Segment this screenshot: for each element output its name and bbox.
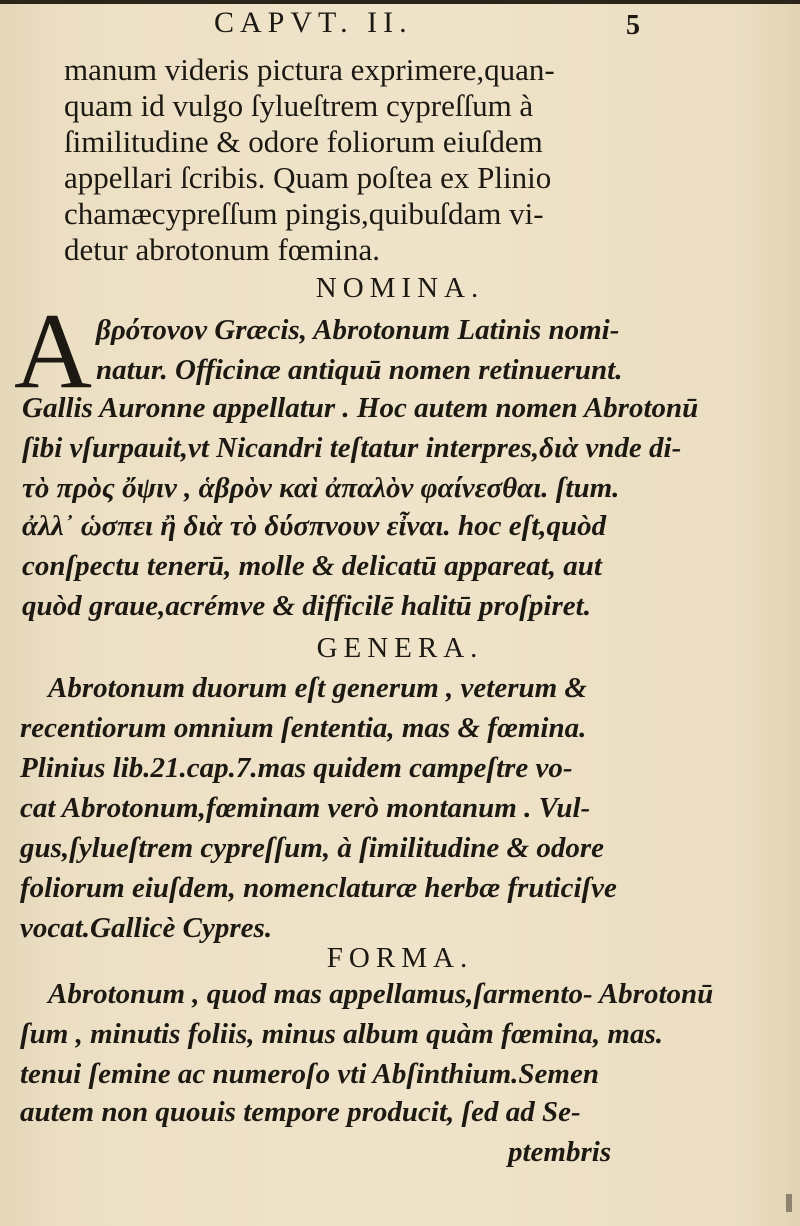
text-line: quòd graue,acrémve & difficilē halitū proſpiret. (22, 590, 591, 622)
page-edge-mark (786, 1194, 792, 1212)
section-heading-forma: FORMA. (326, 942, 474, 974)
section-heading-genera: GENERA. (316, 632, 484, 664)
text-line: ſum , minutis foliis, minus album quàm fœmina, mas. (20, 1018, 663, 1050)
text-line: Abrotonum , quod mas appellamus,ſarmento- Abrotonū (48, 978, 714, 1010)
catchword: ptembris (508, 1136, 612, 1168)
running-title: CAPVT. II. (214, 6, 413, 39)
top-rule (0, 0, 800, 4)
section-heading-nomina: NOMINA. (315, 272, 485, 304)
text-line: ἀλλ᾽ ὡσπει ἢ διὰ τὸ δύσπνουν εἶναι. hoc eſt,quòd (22, 510, 607, 542)
text-line: natur. Officinæ antiquū nomen retinuerunt. (96, 354, 623, 386)
text-line: quam id vulgo ſylueſtrem cypreſſum à (64, 88, 534, 123)
text-line: vocat.Gallicè Cypres. (20, 912, 273, 944)
text-line: tenui ſemine ac numeroſo vti Abſinthium.Semen (20, 1058, 599, 1090)
page-number: 5 (626, 10, 640, 41)
text-line: βρότονον Græcis, Abrotonum Latinis nomi- (96, 314, 620, 346)
text-line: ſimilitudine & odore foliorum eiuſdem (64, 124, 543, 159)
text-line: autem non quouis tempore producit, ſed ad Se- (20, 1096, 581, 1128)
text-line: Gallis Auronne appellatur . Hoc autem nomen Abrotonū (22, 392, 699, 424)
text-line: ſibi vſurpauit,vt Nicandri teſtatur interpres,διὰ vnde di- (22, 432, 682, 464)
text-line: cat Abrotonum,fœminam verò montanum . Vul- (20, 792, 591, 824)
text-line: recentiorum omnium ſententia, mas & fœmina. (20, 712, 587, 744)
text-line: gus,ſylueſtrem cypreſſum, à ſimilitudine & odore (20, 832, 604, 864)
text-line: Abrotonum duorum eſt generum , veterum & (48, 672, 587, 704)
text-line: chamæcypreſſum pingis,quibuſdam vi- (64, 196, 544, 231)
text-line: foliorum eiuſdem, nomenclaturæ herbæ fruticiſve (20, 872, 617, 904)
text-line: conſpectu tenerū, molle & delicatū appareat, aut (22, 550, 602, 582)
text-line: detur abrotonum fœmina. (64, 232, 380, 267)
text-line: Plinius lib.21.cap.7.mas quidem campeſtre vo- (20, 752, 573, 784)
page-header (0, 6, 800, 40)
text-line: manum videris pictura exprimere,quan- (64, 52, 555, 87)
text-line: τὸ πρὸς ὄψιν , ἁβρὸν καὶ ἀπαλὸν φαίνεσθαι. ſtum. (22, 472, 620, 504)
drop-capital: A (14, 292, 92, 411)
text-line: appellari ſcribis. Quam poſtea ex Plinio (64, 160, 552, 195)
